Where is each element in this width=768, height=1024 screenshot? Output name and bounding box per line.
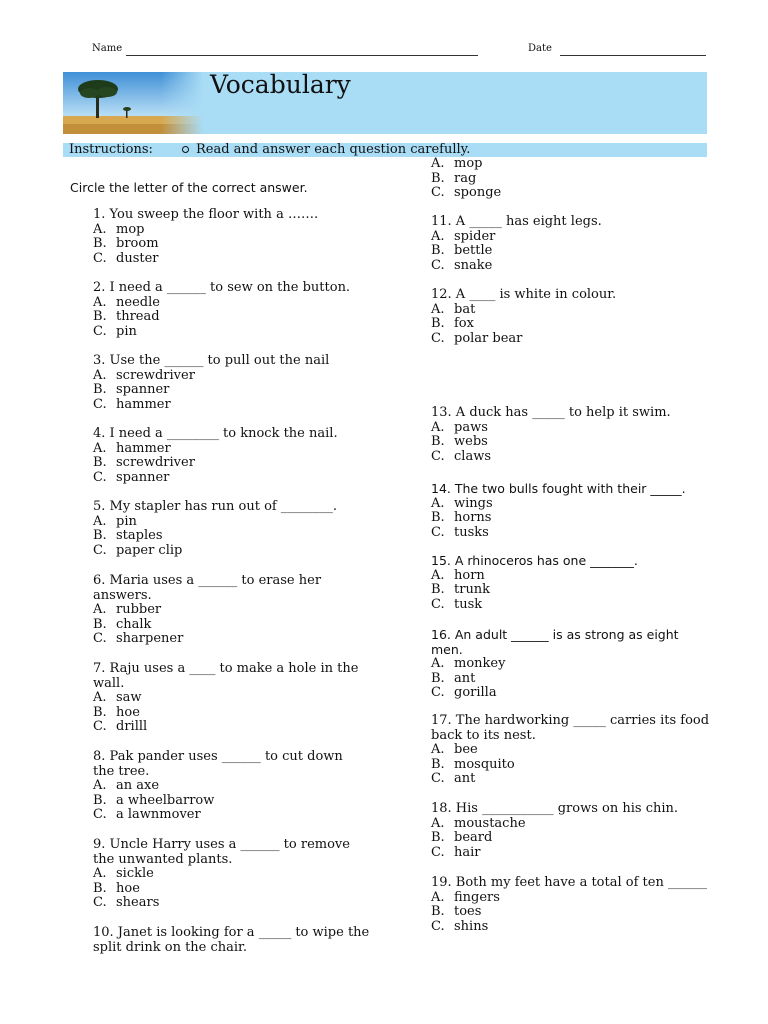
option-a[interactable]: A. spider: [431, 228, 496, 244]
option-a[interactable]: A. rubber: [93, 602, 162, 618]
option-a[interactable]: A. bee: [431, 742, 478, 758]
question-1: [93, 208, 318, 266]
question-text: 2. I need a ______ to sew on the button.: [93, 280, 351, 295]
question-text: 14. The two bulls fought with their _____.: [431, 481, 686, 496]
question-text-cont: answers.: [93, 587, 152, 603]
option-a[interactable]: A. moustache: [431, 815, 526, 831]
option-b[interactable]: B. broom: [93, 236, 159, 252]
name-line[interactable]: [126, 55, 478, 56]
question-text: 13. A duck has _____ to help it swim.: [431, 405, 671, 420]
option-b[interactable]: B. beard: [431, 830, 493, 846]
option-b[interactable]: B. spanner: [93, 382, 170, 398]
option-b[interactable]: B. toes: [431, 904, 482, 920]
question-text: 7. Raju uses a ____ to make a hole in the: [93, 661, 359, 676]
question-2: [93, 281, 350, 339]
option-c[interactable]: C. shears: [93, 895, 160, 911]
option-c[interactable]: C. pin: [93, 323, 137, 339]
option-b[interactable]: B. staples: [93, 528, 163, 544]
option-b[interactable]: B. trunk: [431, 582, 491, 598]
question-10-options: [431, 157, 501, 201]
question-text: 8. Pak pander uses ______ to cut down: [93, 749, 343, 764]
question-text: 9. Uncle Harry uses a ______ to remove: [93, 837, 350, 852]
option-c[interactable]: C. a lawnmover: [93, 807, 201, 823]
option-a[interactable]: A. wings: [431, 495, 493, 511]
question-12: [431, 288, 616, 346]
date-line[interactable]: [560, 55, 706, 56]
option-c[interactable]: C. polar bear: [431, 330, 523, 346]
question-19: [431, 876, 707, 934]
option-c[interactable]: C. gorilla: [431, 685, 497, 701]
option-c[interactable]: C. spanner: [93, 469, 170, 485]
question-text-cont: wall.: [93, 675, 125, 691]
name-label: Name: [92, 43, 123, 54]
option-b[interactable]: B. webs: [431, 434, 488, 450]
question-text: 17. The hardworking _____ carries its food: [431, 713, 710, 728]
option-c[interactable]: C. hair: [431, 844, 481, 860]
bullet-icon: [182, 146, 189, 153]
option-a[interactable]: A. hammer: [93, 440, 171, 456]
option-c[interactable]: C. sharpener: [93, 631, 184, 647]
option-a[interactable]: A. bat: [431, 301, 476, 317]
option-c[interactable]: C. paper clip: [93, 542, 183, 558]
option-a[interactable]: A. sickle: [93, 866, 154, 882]
question-15: [431, 554, 638, 612]
question-text-cont: the tree.: [93, 763, 150, 779]
option-c[interactable]: C. hammer: [93, 396, 171, 412]
question-6: [93, 574, 321, 647]
question-text: 10. Janet is looking for a _____ to wipe the: [93, 925, 370, 940]
question-text: 6. Maria uses a ______ to erase her: [93, 573, 322, 588]
option-a[interactable]: A. saw: [93, 690, 142, 706]
option-b[interactable]: B. chalk: [93, 616, 152, 632]
question-text: 19. Both my feet have a total of ten ______: [431, 875, 707, 890]
option-c[interactable]: C. sponge: [431, 185, 502, 201]
option-a[interactable]: A. mop: [93, 221, 145, 237]
option-a[interactable]: A. an axe: [93, 778, 160, 794]
question-10: [93, 926, 369, 955]
question-14: [431, 482, 686, 540]
question-text: 12. A ____ is white in colour.: [431, 287, 617, 302]
question-text-cont: the unwanted plants.: [93, 851, 233, 867]
question-text: 15. A rhinoceros has one _______.: [431, 553, 638, 568]
question-5: [93, 500, 337, 558]
question-text: 11. A _____ has eight legs.: [431, 214, 602, 229]
option-c[interactable]: C. ant: [431, 771, 476, 787]
savanna-tree-image: [63, 72, 203, 134]
question-text: 5. My stapler has run out of ________.: [93, 499, 337, 514]
question-text: 1. You sweep the floor with a …….: [93, 207, 319, 222]
option-b[interactable]: B. hoe: [93, 704, 140, 720]
option-b[interactable]: B. mosquito: [431, 756, 515, 772]
option-b[interactable]: B. a wheelbarrow: [93, 792, 215, 808]
option-a[interactable]: A. paws: [431, 419, 488, 435]
option-b[interactable]: B. horns: [431, 510, 492, 526]
question-3: [93, 354, 329, 412]
option-c[interactable]: C. tusk: [431, 596, 483, 612]
question-text-cont: men.: [431, 641, 463, 657]
option-a[interactable]: A. pin: [93, 513, 137, 529]
instructions-label: Instructions:: [69, 142, 153, 157]
date-label: Date: [528, 43, 552, 54]
option-a[interactable]: A. monkey: [431, 656, 506, 672]
option-a[interactable]: A. mop: [431, 156, 483, 171]
instructions-text: Read and answer each question carefully.: [196, 142, 471, 157]
question-text: 4. I need a ________ to knock the nail.: [93, 426, 338, 441]
option-b[interactable]: B. thread: [93, 309, 160, 325]
option-c[interactable]: C. drilll: [93, 719, 148, 735]
option-b[interactable]: B. rag: [431, 170, 477, 186]
question-text: 18. His ___________ grows on his chin.: [431, 801, 679, 816]
option-a[interactable]: A. needle: [93, 294, 160, 310]
option-c[interactable]: C. shins: [431, 918, 489, 934]
option-a[interactable]: A. horn: [431, 567, 485, 583]
question-4: [93, 427, 338, 485]
question-9: [93, 838, 350, 911]
option-b[interactable]: B. screwdriver: [93, 455, 195, 471]
option-a[interactable]: A. screwdriver: [93, 367, 195, 383]
question-17: [431, 714, 709, 787]
question-text-cont: split drink on the chair.: [93, 939, 247, 955]
question-text: 16. An adult ______ is as strong as eight: [431, 627, 679, 642]
question-text-cont: back to its nest.: [431, 727, 536, 743]
question-13: [431, 406, 671, 464]
question-18: [431, 802, 678, 860]
option-b[interactable]: B. ant: [431, 670, 476, 686]
option-c[interactable]: C. claws: [431, 448, 491, 464]
question-7: [93, 662, 358, 735]
option-b[interactable]: B. fox: [431, 316, 474, 332]
subtitle: Circle the letter of the correct answer.: [70, 180, 308, 195]
page-title: Vocabulary: [210, 70, 351, 99]
question-16: [431, 628, 679, 701]
option-c[interactable]: C. snake: [431, 257, 493, 273]
option-b[interactable]: B. bettle: [431, 243, 493, 259]
option-b[interactable]: B. hoe: [93, 880, 140, 896]
question-text: 3. Use the ______ to pull out the nail: [93, 353, 330, 368]
option-a[interactable]: A. fingers: [431, 889, 500, 905]
option-c[interactable]: C. tusks: [431, 524, 489, 540]
question-11: [431, 215, 602, 273]
option-c[interactable]: C. duster: [93, 250, 159, 266]
question-8: [93, 750, 343, 823]
